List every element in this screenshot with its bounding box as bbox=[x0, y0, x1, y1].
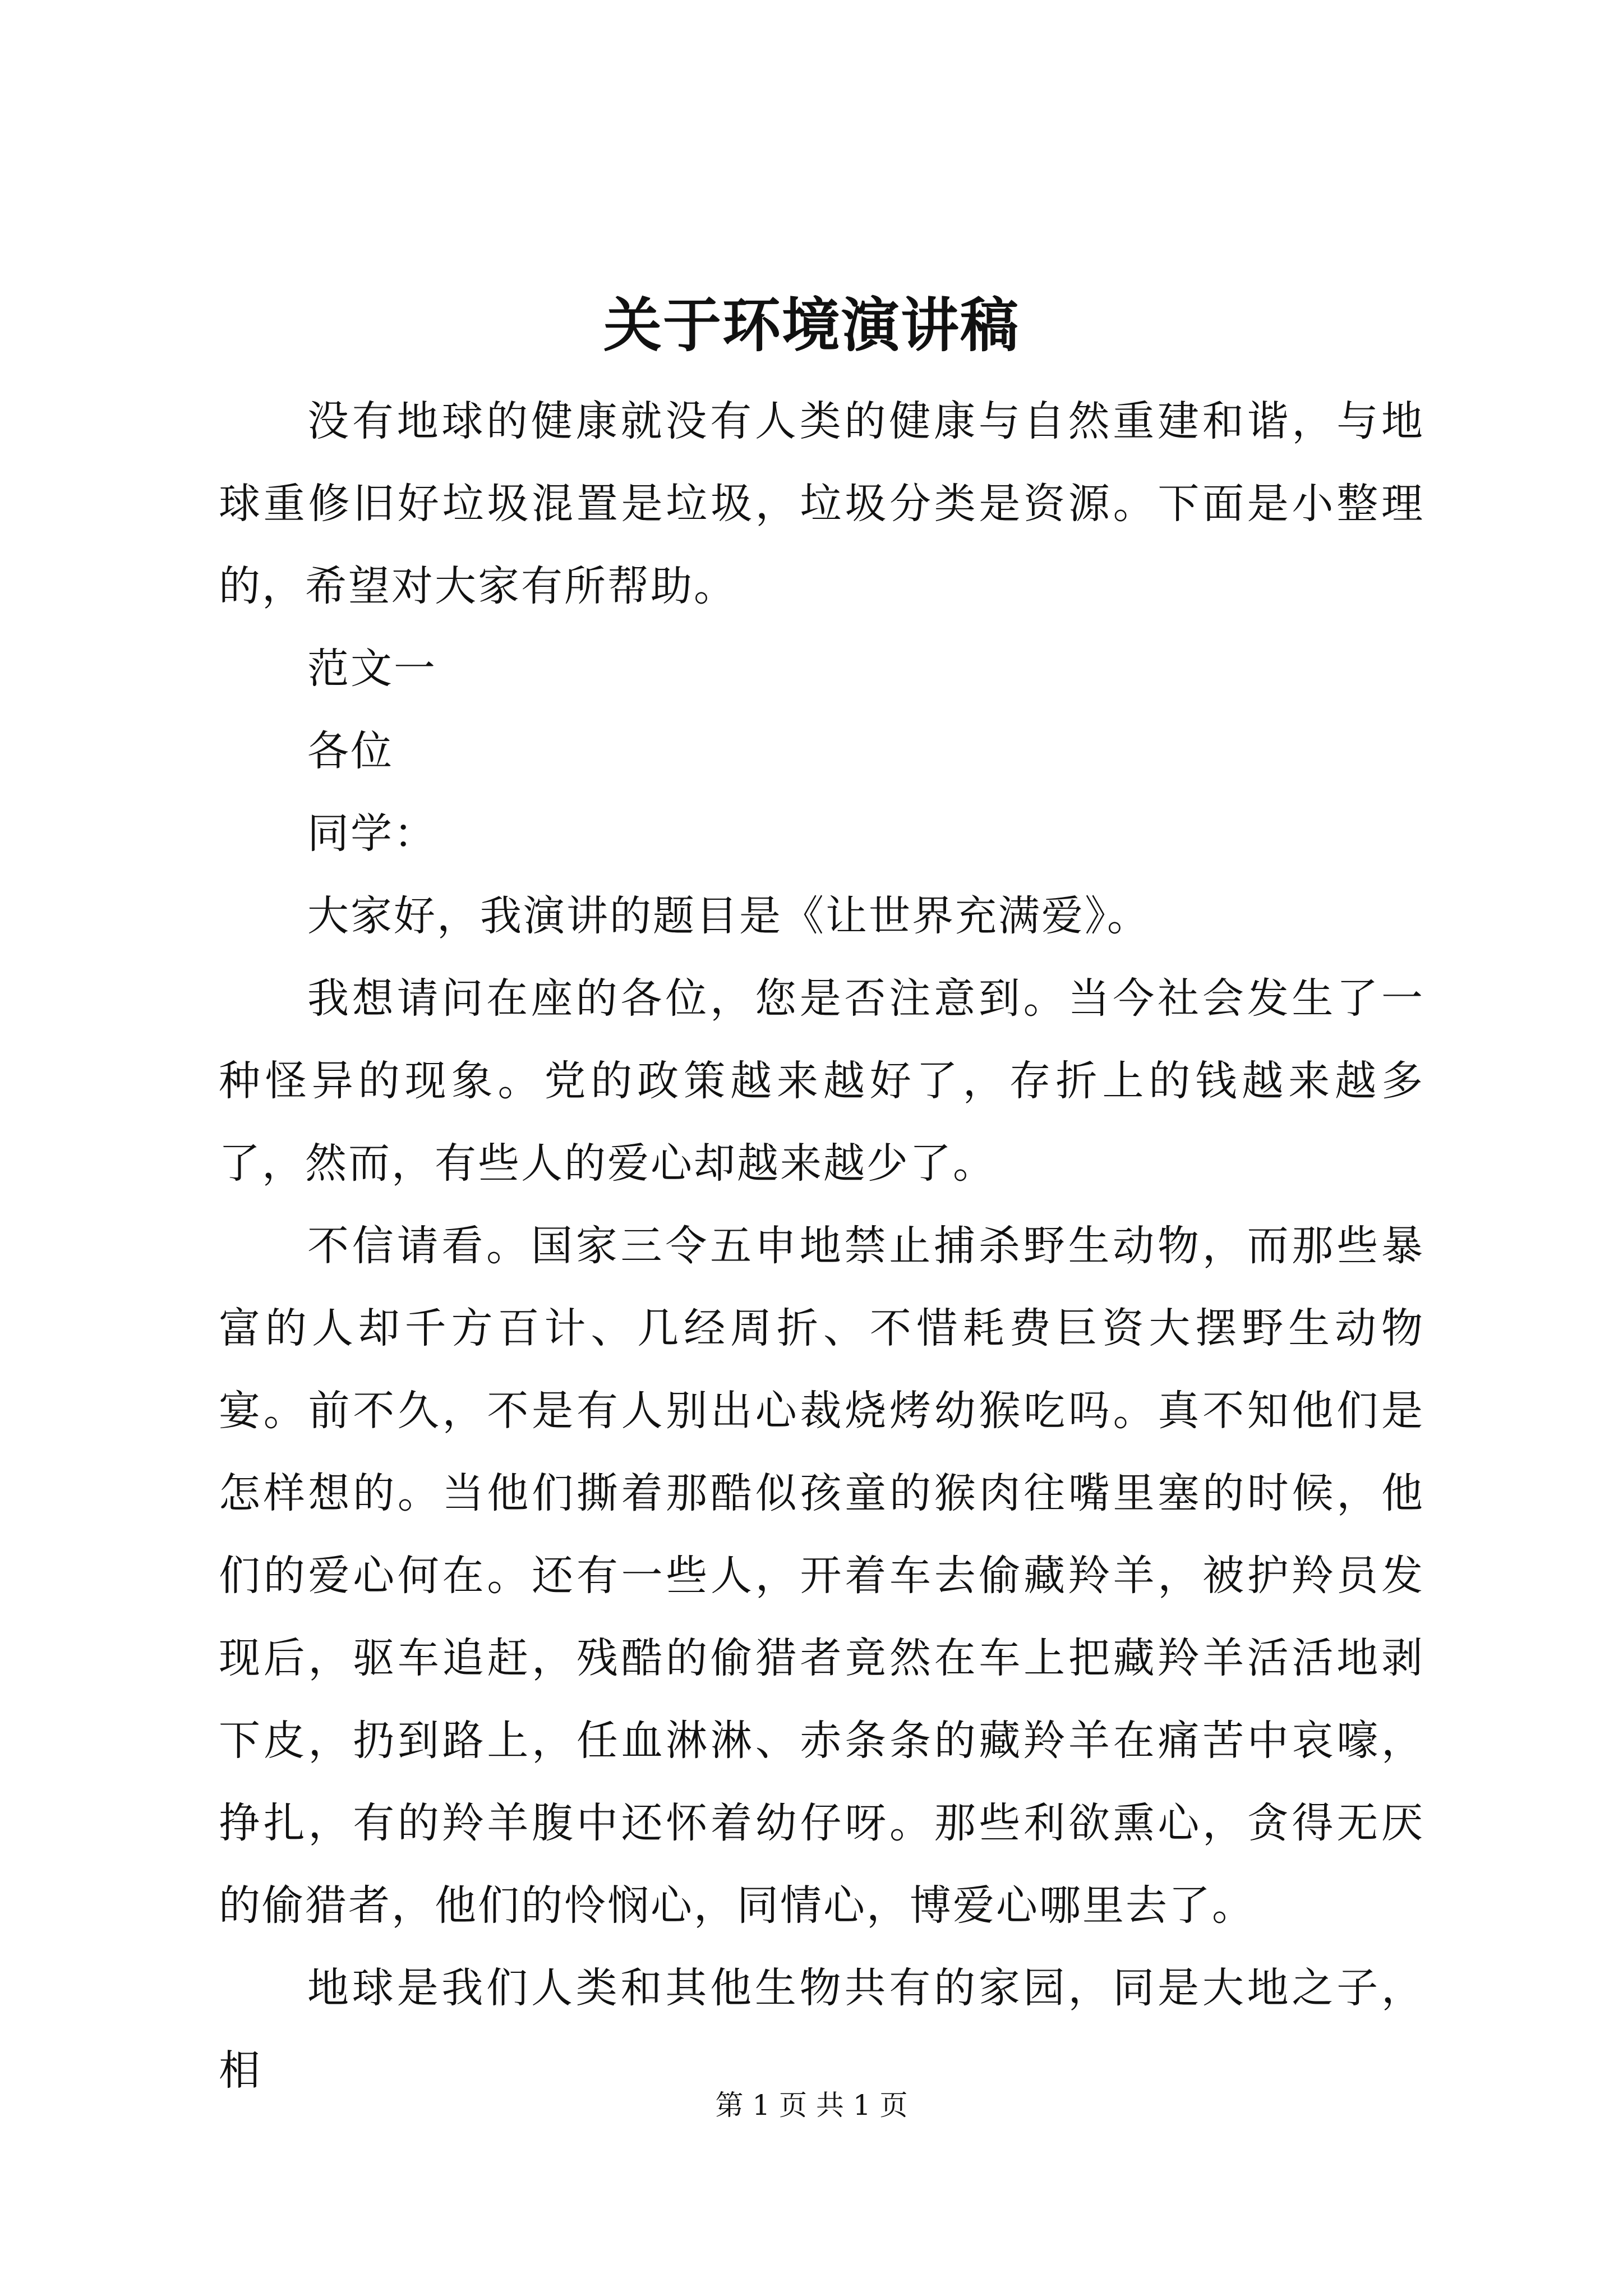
page-number-footer: 第 1 页 共 1 页 bbox=[715, 2089, 908, 2122]
body-paragraph: 大家好，我演讲的题目是《让世界充满爱》。 bbox=[307, 892, 1150, 940]
section-heading: 范文一 bbox=[307, 645, 437, 693]
salutation-line: 各位 bbox=[307, 727, 394, 775]
body-paragraph: 我想请问在座的各位，您是否注意到。当今社会发生了一种怪异的现象。党的政策越来越好了，存折上的钱越来越多了，然而，有些人的爱心却越来越少了。 bbox=[219, 974, 1424, 1188]
salutation-line: 同学： bbox=[307, 809, 437, 858]
document-title: 关于环境演讲稿 bbox=[603, 291, 1020, 360]
body-paragraph: 不信请看。国家三令五申地禁止捕杀野生动物，而那些暴富的人却千方百计、几经周折、不惜耗费巨资大摆野生动物宴。前不久，不是有人别出心裁烧烤幼猴吃吗。真不知他们是怎样想的。当他们撕着那酷似孩童的猴肉往嘴里塞的时候，他们的爱心何在。还有一些人，开着车去偷藏羚羊，被护羚员发现后，驱车追赶，残酷的偷猎者竟然在车上把藏羚羊活活地剥下皮，扔到路上，任血淋淋、赤条条的藏羚羊在痛苦中哀嚎，挣扎，有的羚羊腹中还怀着幼仔呀。那些利欲熏心，贪得无厌的偷猎者，他们的怜悯心，同情心，博爱心哪里去了。 bbox=[219, 1222, 1424, 1930]
document-body bbox=[219, 380, 1424, 2112]
body-paragraph: 地球是我们人类和其他生物共有的家园，同是大地之子，相 bbox=[219, 1964, 1424, 2095]
intro-paragraph: 没有地球的健康就没有人类的健康与自然重建和谐，与地球重修旧好垃圾混置是垃圾，垃圾分类是资源。下面是小整理的，希望对大家有所帮助。 bbox=[219, 397, 1424, 610]
